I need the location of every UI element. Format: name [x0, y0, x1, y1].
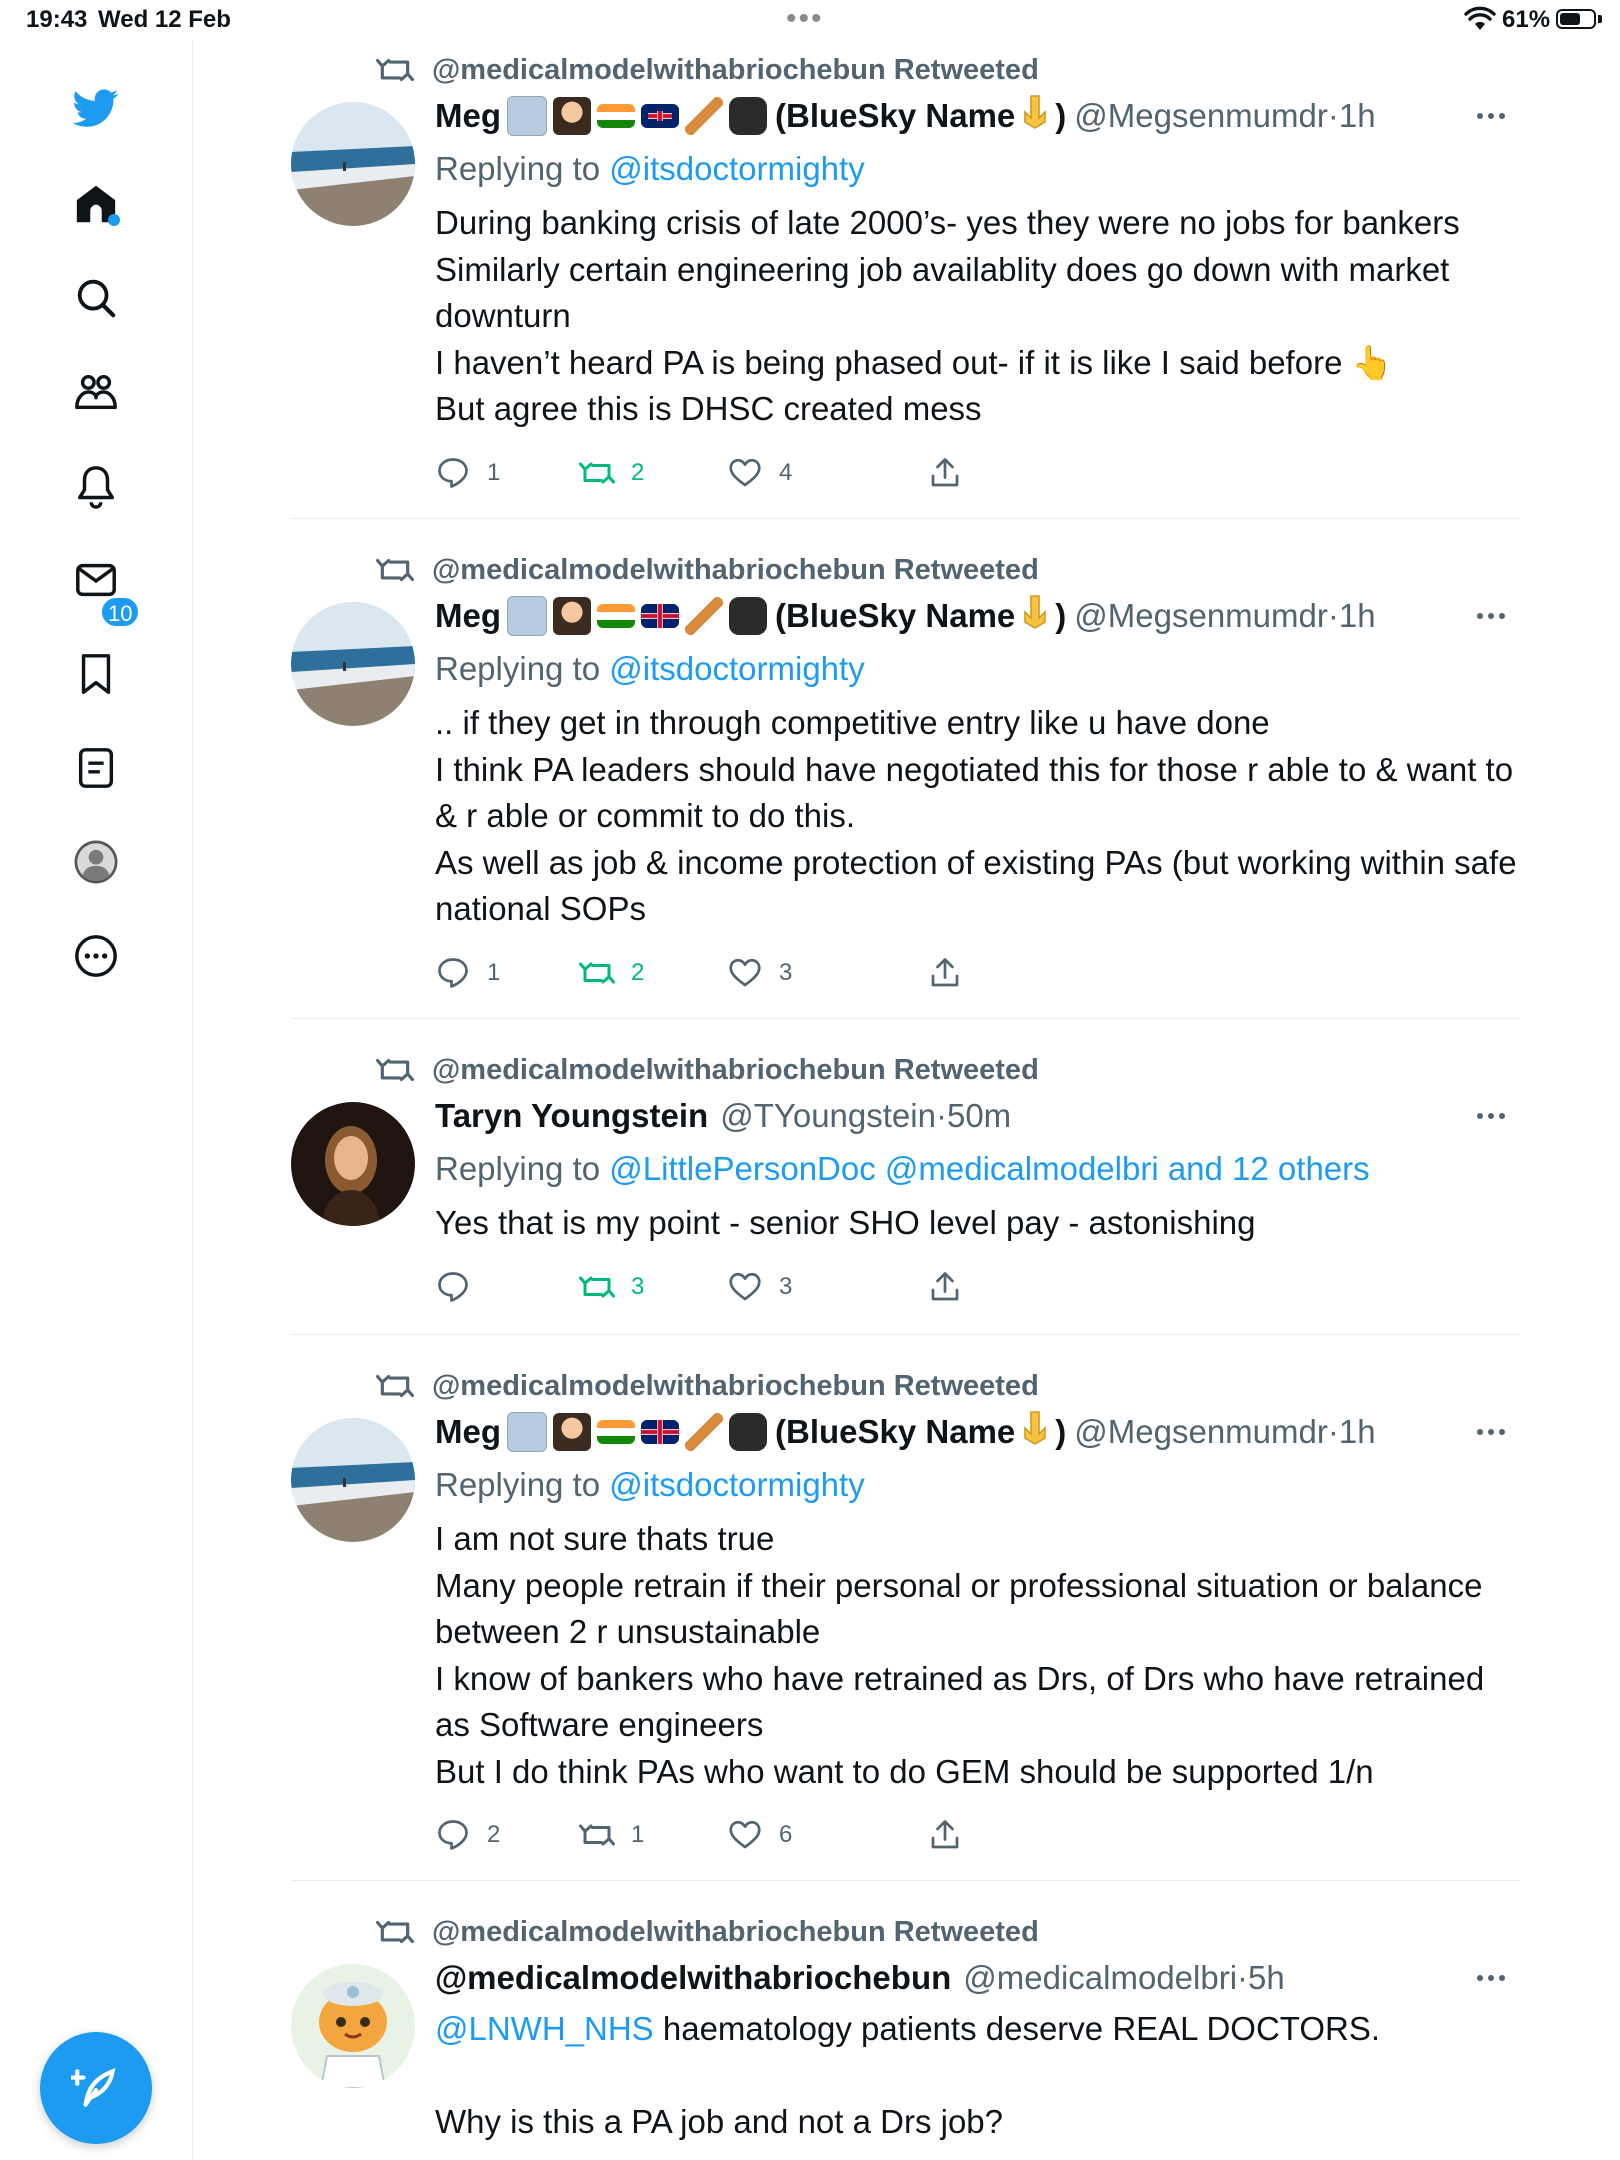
- search-icon[interactable]: [66, 268, 126, 328]
- share-button[interactable]: [927, 443, 979, 503]
- multitasking-dots-icon[interactable]: •••: [786, 2, 824, 35]
- notifications-badge: 10: [100, 596, 140, 628]
- like-count: 3: [779, 958, 793, 986]
- retweet-button[interactable]: [579, 943, 644, 1003]
- share-icon: [927, 1817, 963, 1853]
- retweet-small-icon: [376, 1913, 414, 1951]
- tweet-text: [435, 200, 1519, 433]
- timeline: [193, 40, 1620, 2160]
- name-emojis: [507, 596, 767, 636]
- twitter-logo-icon[interactable]: [66, 78, 126, 138]
- separator: ·: [1327, 1413, 1339, 1450]
- author-handle[interactable]: @medicalmodelbri: [963, 1959, 1238, 1996]
- india-flag-icon: [597, 104, 635, 128]
- reply-icon: [435, 955, 471, 991]
- tweet-line: Yes that is my point - senior SHO level pay - astonishing: [435, 1204, 1256, 1241]
- movie-camera-icon: [729, 97, 767, 135]
- uk-flag-icon: [641, 604, 679, 628]
- author-name[interactable]: @medicalmodelwithabriochebun: [435, 1959, 952, 1996]
- movie-camera-icon: [729, 1413, 767, 1451]
- tweet[interactable]: [291, 1902, 1519, 2160]
- portrait-avatar-image: [291, 1102, 415, 1226]
- retweeted-by-text: @medicalmodelwithabriochebun Retweeted: [432, 1915, 1039, 1948]
- pointing-down-emoji-icon: [1019, 594, 1051, 638]
- tweet-header: [435, 1404, 1519, 1460]
- separator: ·: [1237, 1959, 1249, 1996]
- heart-icon: [727, 1269, 763, 1305]
- share-button[interactable]: [927, 943, 979, 1003]
- avatar[interactable]: [291, 602, 415, 726]
- name-emojis: [507, 1412, 767, 1452]
- status-date: Wed 12 Feb: [98, 6, 231, 33]
- like-count: 4: [779, 458, 793, 486]
- retweet-button[interactable]: [579, 1257, 644, 1317]
- tweet-line: But I do think PAs who want to do GEM should be supported 1/n: [435, 1752, 1374, 1790]
- doctor-emoji-icon: [553, 1413, 591, 1451]
- tweet-header: [435, 588, 1519, 644]
- author-handle[interactable]: @TYoungstein: [720, 1097, 936, 1134]
- retweeted-indicator: [376, 50, 1039, 90]
- communities-icon[interactable]: [66, 362, 126, 422]
- replying-to: [435, 1144, 1519, 1194]
- share-button[interactable]: [927, 1805, 979, 1865]
- share-icon: [927, 1269, 963, 1305]
- replying-to-link[interactable]: @itsdoctormighty: [609, 650, 865, 687]
- retweet-icon: [579, 455, 615, 491]
- family-emoji-icon: [507, 1412, 547, 1452]
- reply-count: 1: [487, 458, 501, 486]
- tweet-line: But agree this is DHSC created mess: [435, 390, 982, 427]
- replying-to-link[interactable]: @LittlePersonDoc @medicalmodelbri and 12 others: [609, 1150, 1370, 1187]
- like-button[interactable]: [727, 1257, 792, 1317]
- reply-icon: [435, 1817, 471, 1853]
- heart-icon: [727, 955, 763, 991]
- like-count: 3: [779, 1272, 793, 1300]
- retweet-icon: [579, 1269, 615, 1305]
- reply-icon: [435, 1269, 471, 1305]
- compose-feather-icon: [71, 2063, 121, 2113]
- author-name-suffix[interactable]: (BlueSky Name: [775, 1413, 1016, 1450]
- battery-percent: 61%: [1502, 6, 1551, 33]
- author-name[interactable]: Meg: [435, 597, 501, 634]
- retweet-icon: [579, 955, 615, 991]
- retweet-count: 3: [631, 1272, 645, 1300]
- tweet-header: [435, 88, 1519, 144]
- battery-tip: [1598, 15, 1602, 23]
- india-flag-icon: [597, 1420, 635, 1444]
- tweet-line: I am not sure thats true: [435, 1520, 775, 1557]
- retweet-small-icon: [376, 1051, 414, 1089]
- tweet-time[interactable]: 1h: [1338, 1413, 1376, 1450]
- tweet-actions: [435, 443, 1519, 503]
- tweet[interactable]: [291, 1356, 1519, 1881]
- uk-flag-icon: [641, 104, 679, 128]
- replying-to-link[interactable]: @itsdoctormighty: [609, 150, 865, 187]
- tweet[interactable]: [291, 40, 1519, 519]
- tweet-line: As well as job & income protection of existing PAs (but working within safe national SOPs: [435, 843, 1517, 927]
- more-options-icon[interactable]: [1463, 1088, 1519, 1144]
- notifications-bell-icon[interactable]: [66, 456, 126, 516]
- wifi-icon: [1464, 6, 1496, 39]
- pointing-down-emoji-icon: [1019, 94, 1051, 138]
- retweeted-indicator: [376, 1050, 1039, 1090]
- reply-button[interactable]: [435, 943, 500, 1003]
- tweet-actions: [435, 1257, 1519, 1317]
- share-icon: [927, 455, 963, 491]
- lists-icon[interactable]: [66, 738, 126, 798]
- reply-count: 2: [487, 1821, 501, 1848]
- retweet-small-icon: [376, 51, 414, 89]
- tweet-line: Why is this a PA job and not a Drs job?: [435, 2102, 1004, 2140]
- compose-tweet-button[interactable]: [40, 2032, 152, 2144]
- separator: ·: [1327, 97, 1339, 134]
- sidebar: [0, 40, 193, 2160]
- retweet-small-icon: [376, 551, 414, 589]
- tweet-line: During banking crisis of late 2000’s- yes they were no jobs for bankers: [435, 204, 1460, 241]
- tweet-header: [435, 1950, 1519, 2006]
- more-options-icon[interactable]: [1463, 588, 1519, 644]
- retweet-button[interactable]: [579, 443, 644, 503]
- avatar[interactable]: [291, 1418, 415, 1542]
- avatar[interactable]: [291, 102, 415, 226]
- retweet-small-icon: [376, 1367, 414, 1405]
- pointing-down-emoji-icon: [1019, 1410, 1051, 1454]
- movie-camera-icon: [729, 597, 767, 635]
- tweet-text: [435, 1516, 1519, 1795]
- heart-icon: [727, 455, 763, 491]
- author-name[interactable]: Meg: [435, 1413, 501, 1450]
- retweeted-indicator: [376, 1366, 1039, 1406]
- like-button[interactable]: [727, 443, 792, 503]
- reply-button[interactable]: [435, 1805, 500, 1865]
- bookmarks-icon[interactable]: [66, 644, 126, 704]
- replying-label: Replying to: [435, 1466, 601, 1503]
- replying-to-link[interactable]: @itsdoctormighty: [609, 1466, 865, 1503]
- home-unread-dot: [108, 214, 120, 226]
- retweeted-by-text: @medicalmodelwithabriochebun Retweeted: [432, 1369, 1039, 1402]
- tweet-line: I know of bankers who have retrained as Drs, of Drs who have retrained as Software engineers: [435, 1659, 1485, 1743]
- retweeted-indicator: [376, 550, 1039, 590]
- tweet-line: Similarly certain engineering job availablity does go down with market downturn: [435, 250, 1450, 334]
- family-emoji-icon: [507, 596, 547, 636]
- avatar[interactable]: [291, 1102, 415, 1226]
- tweet-line: Many people retrain if their personal or professional situation or balance between 2 r unsustainable: [435, 1566, 1483, 1650]
- replying-label: Replying to: [435, 150, 601, 187]
- mention-link[interactable]: @LNWH_NHS: [435, 2010, 654, 2047]
- author-handle[interactable]: @Megsenmumdr: [1074, 597, 1328, 634]
- separator: ·: [1327, 597, 1339, 634]
- retweet-icon: [579, 1817, 615, 1853]
- profile-avatar-icon[interactable]: [66, 832, 126, 892]
- author-handle[interactable]: @Megsenmumdr: [1074, 97, 1328, 134]
- share-icon: [927, 955, 963, 991]
- family-emoji-icon: [507, 96, 547, 136]
- retweet-count: 1: [631, 1821, 645, 1848]
- retweet-count: 2: [631, 458, 645, 486]
- like-count: 6: [779, 1821, 793, 1848]
- retweeted-by-text: @medicalmodelwithabriochebun Retweeted: [432, 1053, 1039, 1086]
- tweet-header: [435, 1088, 1519, 1144]
- replying-label: Replying to: [435, 1150, 601, 1187]
- author-name-close: ): [1055, 97, 1067, 134]
- beach-avatar-image: [291, 102, 415, 226]
- tweet-time[interactable]: 1h: [1338, 97, 1376, 134]
- retweet-button[interactable]: [579, 1805, 644, 1865]
- tweet-text: [435, 700, 1519, 933]
- replying-to: [435, 1460, 1519, 1510]
- beach-avatar-image: [291, 602, 415, 726]
- tweet-line: haematology patients deserve REAL DOCTORS.: [653, 2010, 1381, 2047]
- more-options-icon[interactable]: [1463, 1404, 1519, 1460]
- author-name-close: ): [1055, 597, 1067, 634]
- cricket-bat-icon: [685, 1413, 723, 1451]
- status-bar: [0, 0, 1620, 40]
- tweet-line: .. if they get in through competitive entry like u have done: [435, 704, 1270, 741]
- tweet-actions: [435, 943, 1519, 1003]
- replying-to: [435, 644, 1519, 694]
- india-flag-icon: [597, 604, 635, 628]
- doctor-emoji-icon: [553, 97, 591, 135]
- share-button[interactable]: [927, 1257, 979, 1317]
- avatar[interactable]: [291, 1964, 415, 2088]
- author-name-suffix[interactable]: (BlueSky Name: [775, 97, 1016, 134]
- replying-label: Replying to: [435, 650, 601, 687]
- tweet-actions: [435, 1805, 1519, 1865]
- like-button[interactable]: [727, 943, 792, 1003]
- tweet-line: I think PA leaders should have negotiated this for those r able to & want to & r able or commit to do this.: [435, 750, 1514, 834]
- cartoon-doctor-avatar-image: [291, 1964, 415, 2088]
- more-circle-icon[interactable]: [66, 926, 126, 986]
- author-name[interactable]: Meg: [435, 97, 501, 134]
- name-emojis: [507, 96, 767, 136]
- cricket-bat-icon: [685, 97, 723, 135]
- battery-level: [1560, 13, 1580, 25]
- tweet-time[interactable]: 1h: [1338, 597, 1376, 634]
- retweet-count: 2: [631, 958, 645, 986]
- tweet-text: [435, 1200, 1519, 1247]
- tweet[interactable]: [291, 1040, 1519, 1335]
- cricket-bat-icon: [685, 597, 723, 635]
- tweet-line: I haven’t heard PA is being phased out- if it is like I said before 👆: [435, 343, 1393, 381]
- battery-icon: [1556, 9, 1596, 29]
- retweeted-indicator: [376, 1912, 1039, 1952]
- more-options-icon[interactable]: [1463, 1950, 1519, 2006]
- author-name[interactable]: Taryn Youngstein: [435, 1097, 709, 1134]
- like-button[interactable]: [727, 1805, 792, 1865]
- uk-flag-icon: [641, 1420, 679, 1444]
- retweeted-by-text: @medicalmodelwithabriochebun Retweeted: [432, 53, 1039, 86]
- tweet[interactable]: [291, 540, 1519, 1019]
- reply-count: 1: [487, 958, 501, 986]
- status-time: 19:43: [26, 6, 88, 33]
- separator: ·: [935, 1097, 947, 1134]
- reply-button[interactable]: [435, 443, 500, 503]
- tweet-time[interactable]: 50m: [946, 1097, 1012, 1134]
- author-name-close: ): [1055, 1413, 1067, 1450]
- replying-to: [435, 144, 1519, 194]
- retweeted-by-text: @medicalmodelwithabriochebun Retweeted: [432, 553, 1039, 586]
- more-options-icon[interactable]: [1463, 88, 1519, 144]
- tweet-text: [435, 2006, 1519, 2145]
- tweet-time[interactable]: 5h: [1248, 1959, 1285, 1996]
- reply-button[interactable]: [435, 1257, 487, 1317]
- reply-icon: [435, 455, 471, 491]
- author-name-suffix[interactable]: (BlueSky Name: [775, 597, 1016, 634]
- heart-icon: [727, 1817, 763, 1853]
- author-handle[interactable]: @Megsenmumdr: [1074, 1413, 1328, 1450]
- beach-avatar-image: [291, 1418, 415, 1542]
- doctor-emoji-icon: [553, 597, 591, 635]
